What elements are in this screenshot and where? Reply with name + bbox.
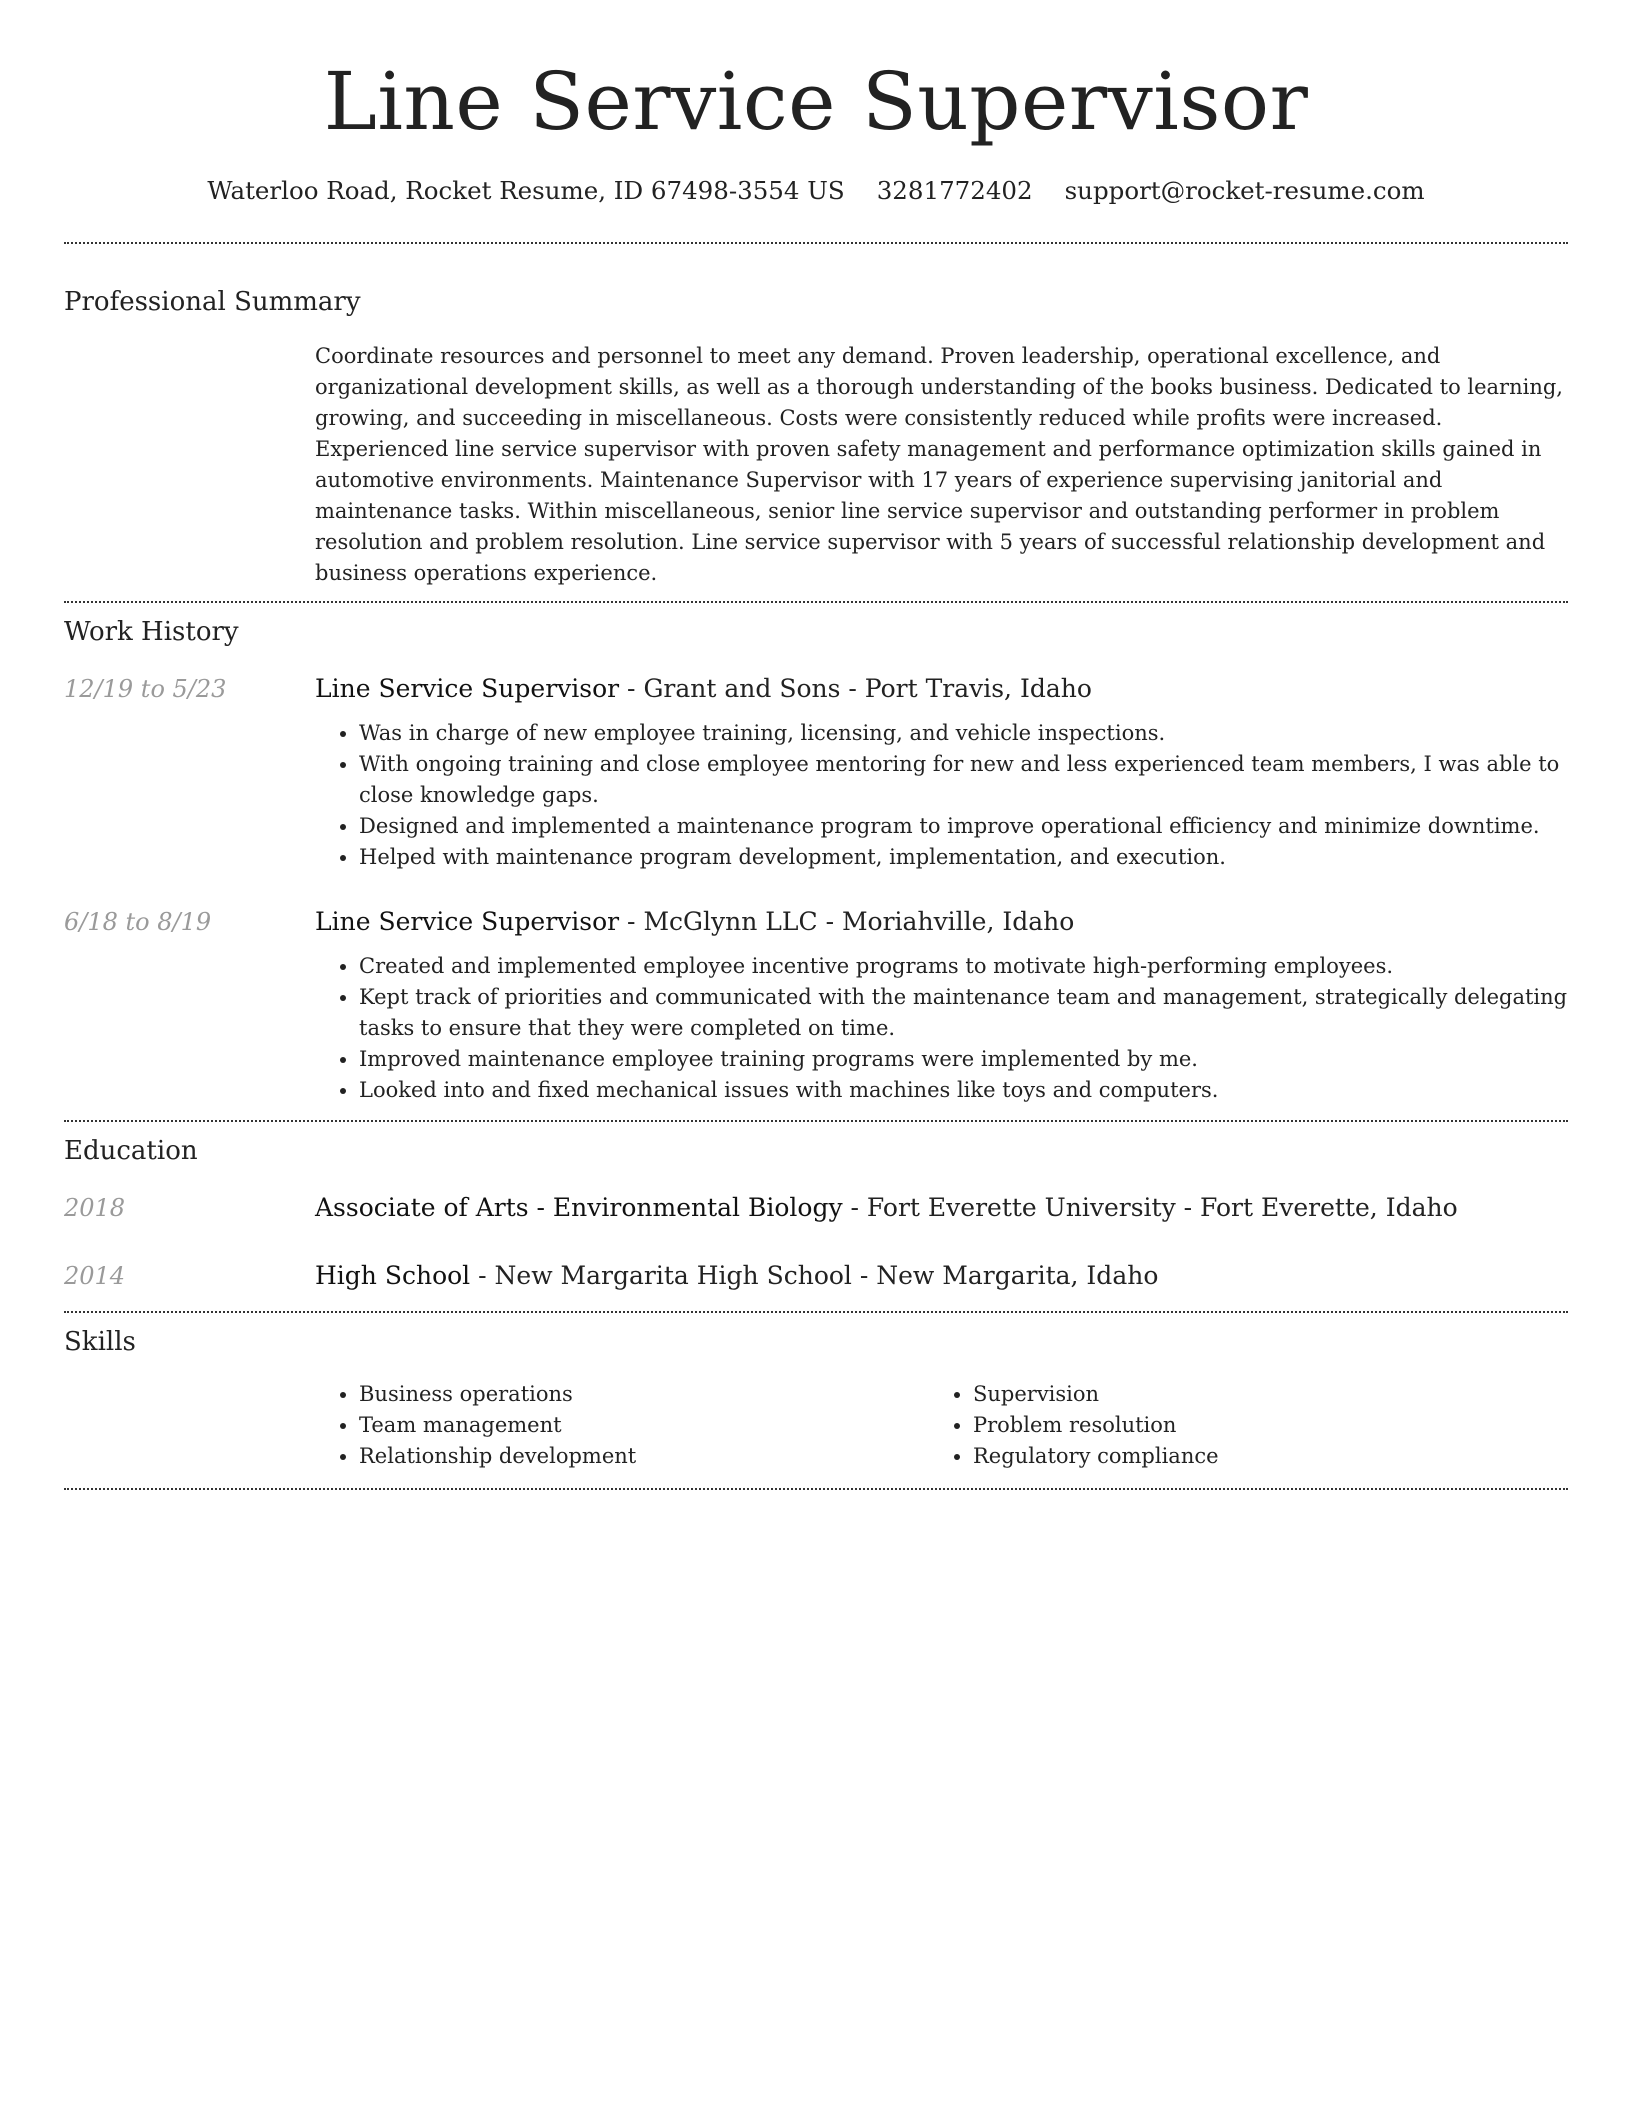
list-item: • With ongoing training and close employee mentoring for new and less experienced team members, I was able to close knowledge gaps.: [359, 749, 1568, 811]
job-bullets: [315, 951, 1568, 1106]
skills-list-right: [929, 1379, 1219, 1472]
education-year: 2014: [64, 1262, 126, 1290]
job-entry: [64, 672, 1568, 873]
education-entry: [64, 1191, 1568, 1225]
summary-section: [64, 284, 1568, 589]
summary-title: Professional Summary: [64, 287, 361, 317]
job-heading: [315, 905, 1568, 939]
divider: [64, 1311, 1568, 1313]
list-item: • Designed and implemented a maintenance program to improve operational efficiency and minimize downtime.: [359, 811, 1568, 842]
candidate-name: Line Service Supervisor: [323, 55, 1309, 148]
job-body: [315, 672, 1568, 873]
education-entry: [64, 1259, 1568, 1293]
education-title: Education: [64, 1136, 198, 1166]
list-item: • Regulatory compliance: [973, 1441, 1219, 1472]
job-role: Line Service Supervisor: [315, 907, 620, 936]
job-body: [315, 905, 1568, 1106]
contact-phone: 3281772402: [876, 176, 1033, 205]
list-item: • Problem resolution: [973, 1410, 1219, 1441]
education-school-location: - Fort Everette University - Fort Everette, Idaho: [842, 1193, 1458, 1222]
contact-address: Waterloo Road, Rocket Resume, ID 67498-3554 US: [207, 176, 845, 205]
divider: [64, 242, 1568, 244]
job-role: Line Service Supervisor: [315, 674, 620, 703]
education-body: [315, 1259, 1568, 1293]
education-section: [64, 1133, 1568, 1293]
contact-info: [64, 174, 1568, 208]
education-body: [315, 1191, 1568, 1225]
education-degree: High School: [315, 1261, 471, 1290]
education-heading: [315, 1191, 1568, 1225]
list-item: • Helped with maintenance program development, implementation, and execution.: [359, 842, 1568, 873]
list-item: • Was in charge of new employee training, licensing, and vehicle inspections.: [359, 718, 1568, 749]
skills-columns: [315, 1379, 1568, 1472]
divider: [64, 1488, 1568, 1490]
skills-section: [64, 1324, 1568, 1472]
contact-email: support@rocket-resume.com: [1064, 176, 1425, 205]
list-item: • Kept track of priorities and communicated with the maintenance team and management, strategically delegating tasks to ensure that they were completed on time.: [359, 982, 1568, 1044]
job-company-location: - Grant and Sons - Port Travis, Idaho: [619, 674, 1092, 703]
job-dates: 6/18 to 8/19: [64, 908, 212, 936]
job-company-location: - McGlynn LLC - Moriahville, Idaho: [619, 907, 1075, 936]
skills-title: Skills: [64, 1327, 136, 1357]
list-item: • Relationship development: [359, 1441, 929, 1472]
job-dates: 12/19 to 5/23: [64, 675, 227, 703]
list-item: • Looked into and fixed mechanical issues with machines like toys and computers.: [359, 1075, 1568, 1106]
summary-text: Coordinate resources and personnel to meet any demand. Proven leadership, operational excellence, and organizational development skills, as well as a thorough understanding of the books business. Dedicated to learning, growing, and succeeding in miscellaneous. Costs were consistently reduced while profits were increased. Experienced line service supervisor with proven safety management and performance optimization skills gained in automotive environments. Maintenance Supervisor with 17 years of experience supervising janitorial and maintenance tasks. Within miscellaneous, senior line service supervisor and outstanding performer in problem resolution and problem resolution. Line service supervisor with 5 years of successful relationship development and business operations experience.: [315, 344, 1563, 585]
divider: [64, 601, 1568, 603]
skills-list-left: [315, 1379, 929, 1472]
list-item: • Supervision: [973, 1379, 1219, 1410]
job-bullets: [315, 718, 1568, 873]
education-degree: Associate of Arts - Environmental Biology: [315, 1193, 843, 1222]
education-year: 2018: [64, 1194, 126, 1222]
divider: [64, 1120, 1568, 1122]
job-heading: [315, 672, 1568, 706]
job-entry: [64, 905, 1568, 1106]
education-school-location: - New Margarita High School - New Margarita, Idaho: [470, 1261, 1159, 1290]
list-item: • Created and implemented employee incentive programs to motivate high-performing employees.: [359, 951, 1568, 982]
work-history-title: Work History: [64, 617, 239, 647]
list-item: • Improved maintenance employee training programs were implemented by me.: [359, 1044, 1568, 1075]
list-item: • Team management: [359, 1410, 929, 1441]
education-heading: [315, 1259, 1568, 1293]
work-history-section: [64, 614, 1568, 1106]
list-item: • Business operations: [359, 1379, 929, 1410]
